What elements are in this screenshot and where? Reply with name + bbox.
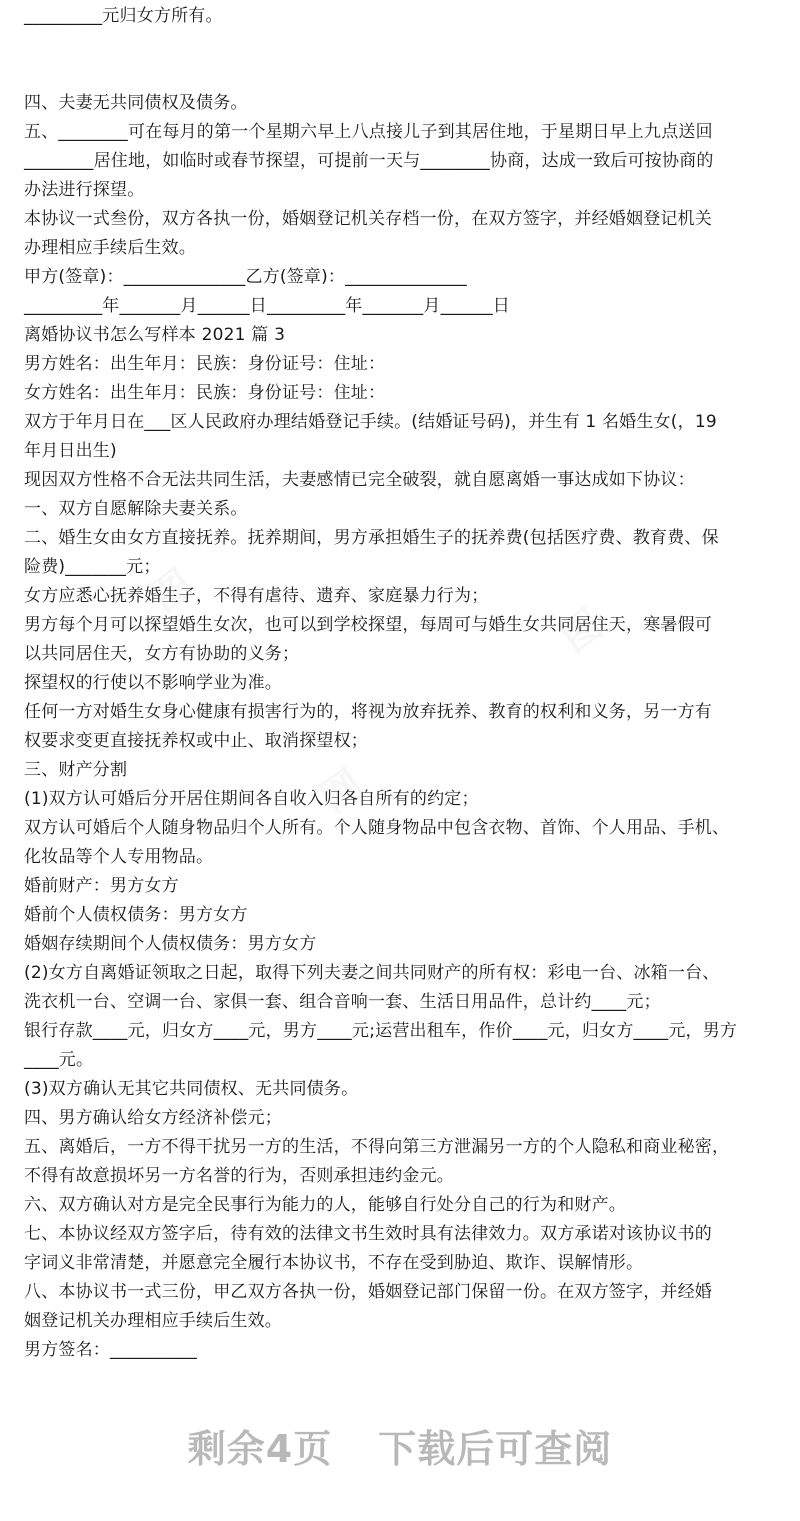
text-line: 二、婚生女由女方直接抚养。抚养期间，男方承担婚生子的抚养费(包括医疗费、教育费、保 [24, 528, 719, 548]
text-line: 权要求变更直接抚养权或中止、取消探望权； [24, 731, 368, 751]
text-line: (2)女方自离婚证领取之日起，取得下列夫妻之间共同财产的所有权：彩电一台、冰箱一台、 [24, 963, 720, 983]
text-line: 银行存款____元，归女方____元，男方____元;运营出租车，作价____元，归女方____元，男方 [24, 1021, 738, 1041]
text-line: 现因双方性格不合无法共同生活，夫妻感情已完全破裂，就自愿离婚一事达成如下协议： [24, 470, 695, 490]
text-line: 婚姻存续期间个人债权债务：男方女方 [24, 934, 317, 954]
text-line: 任何一方对婚生女身心健康有损害行为的，将视为放弃抚养、教育的权利和义务，另一方有 [24, 702, 712, 722]
text-line: 六、双方确认对方是完全民事行为能力的人，能够自行处分自己的行为和财产。 [24, 1195, 626, 1215]
text-line: (1)双方认可婚后分开居住期间各自收入归各自所有的约定； [24, 789, 479, 809]
text-line: 探望权的行使以不影响学业为准。 [24, 673, 282, 693]
text-line: 四、夫妻无共同债权及债务。 [24, 93, 248, 113]
text-line: 化妆品等个人专用物品。 [24, 847, 214, 867]
text-line: 年月日出生) [24, 441, 117, 461]
text-line: 五、________可在每月的第一个星期六早上八点接儿子到其居住地，于星期日早上九点送回 [24, 122, 713, 142]
text-lines [24, 89, 780, 1365]
text-line: 本协议一式叁份，双方各执一份，婚姻登记机关存档一份，在双方签字，并经婚姻登记机关 [24, 209, 712, 229]
text-line: 四、男方确认给女方经济补偿元； [24, 1108, 282, 1128]
text-line: 婚前个人债权债务：男方女方 [24, 905, 248, 925]
text-line: 三、财产分割 [24, 760, 128, 780]
text-line: 八、本协议书一式三份，甲乙双方各执一份，婚姻登记部门保留一份。在双方签字，并经婚 [24, 1282, 712, 1302]
text-line: ________居住地，如临时或春节探望，可提前一天与________协商，达成一致后可按协商的 [24, 151, 714, 171]
text-line: 办理相应手续后生效。 [24, 238, 196, 258]
text-line: 七、本协议经双方签字后，待有效的法律文书生效时具有法律效力。双方承诺对该协议书的 [24, 1224, 712, 1244]
text-line: 字词义非常清楚，并愿意完全履行本协议书，不存在受到胁迫、欺诈、误解情形。 [24, 1253, 644, 1273]
text-line: 洗衣机一台、空调一台、家俱一套、组合音响一套、生活日用品件，总计约____元； [24, 992, 661, 1012]
text-line: 双方认可婚后个人随身物品归个人所有。个人随身物品中包含衣物、首饰、个人用品、手机、 [24, 818, 730, 838]
text-line: 双方于年月日在___区人民政府办理结婚登记手续。(结婚证号码)，并生有 1 名婚生女(，19 [24, 412, 717, 432]
text-line: 甲方(签章)：______________乙方(签章)：______________ [24, 267, 467, 287]
text-line: _________元归女方所有。 [24, 6, 223, 26]
text-line: (3)双方确认无其它共同债权、无共同债务。 [24, 1079, 359, 1099]
remaining-pages-label: 剩余4页 [187, 1427, 333, 1471]
text-line: 男方姓名：出生年月：民族：身份证号：住址： [24, 354, 386, 374]
text-line: 办法进行探望。 [24, 180, 145, 200]
text-line: 一、双方自愿解除夫妻关系。 [24, 499, 248, 519]
text-line: 离婚协议书怎么写样本 2021 篇 3 [24, 325, 286, 345]
text-line: 五、离婚后，一方不得干扰另一方的生活，不得向第三方泄漏另一方的个人隐私和商业秘密， [24, 1137, 730, 1157]
text-line: 女方姓名：出生年月：民族：身份证号：住址： [24, 383, 386, 403]
text-line: 男方每个月可以探望婚生女次，也可以到学校探望，每周可与婚生女共同居住天，寒暑假可 [24, 615, 712, 635]
text-line: 以共同居住天，女方有协助的义务； [24, 644, 300, 664]
text-line: _________年_______月______日_________年_______月______日 [24, 296, 510, 316]
text-line: 不得有故意损坏另一方名誉的行为，否则承担违约金元。 [24, 1166, 454, 1186]
text-line: 男方签名：__________ [24, 1340, 197, 1360]
download-banner[interactable] [0, 1418, 800, 1473]
text-line: 姻登记机关办理相应手续后生效。 [24, 1311, 282, 1331]
spacer [24, 31, 780, 89]
text-line: ____元。 [24, 1050, 94, 1070]
text-line: 险费)_______元； [24, 557, 161, 577]
download-hint-label: 下载后可查阅 [378, 1427, 613, 1471]
text-line: 女方应悉心抚养婚生子，不得有虐待、遗弃、家庭暴力行为； [24, 586, 489, 606]
document-body [24, 2, 780, 1365]
text-line: 婚前财产：男方女方 [24, 876, 179, 896]
